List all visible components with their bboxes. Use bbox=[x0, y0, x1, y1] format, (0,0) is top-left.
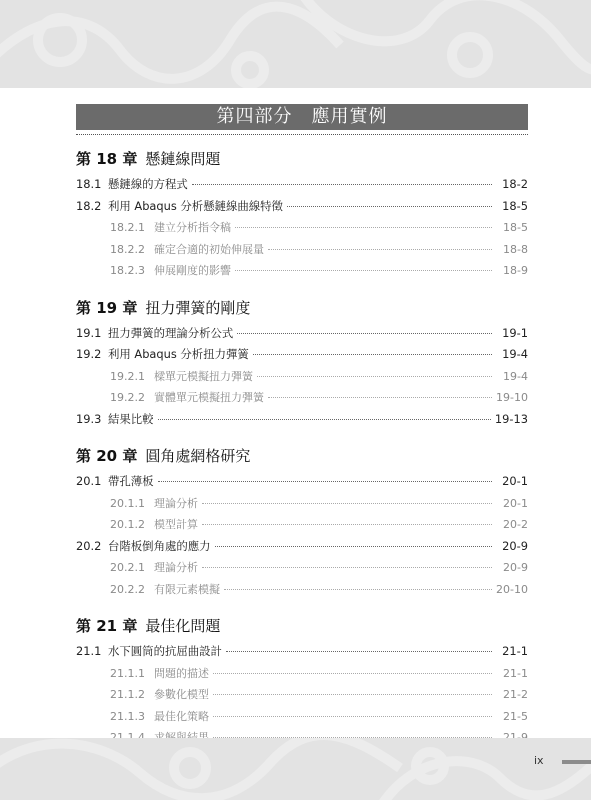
toc-subsection-entry[interactable] bbox=[76, 579, 528, 601]
toc-section-entry[interactable] bbox=[76, 641, 528, 663]
section-title: 結果比較 bbox=[108, 411, 154, 426]
table-of-contents bbox=[76, 104, 528, 770]
dot-leader bbox=[237, 333, 492, 334]
toc-section-entry[interactable] bbox=[76, 471, 528, 493]
toc-section-entry[interactable] bbox=[76, 196, 528, 218]
toc-subsection-entry[interactable] bbox=[76, 493, 528, 515]
section-number: 21.1 bbox=[76, 644, 102, 658]
dot-leader bbox=[224, 589, 492, 590]
toc-subsection-entry[interactable] bbox=[76, 217, 528, 239]
page-reference: 19-4 bbox=[502, 347, 528, 361]
toc-subsection-entry[interactable] bbox=[76, 239, 528, 261]
section-number: 20.2 bbox=[76, 538, 102, 553]
section-title: 利用 Abaqus 分析扭力彈簧 bbox=[108, 347, 249, 361]
dot-leader bbox=[213, 673, 492, 674]
page-number: ix bbox=[534, 754, 544, 767]
section-title: 問題的描述 bbox=[154, 666, 209, 680]
page-reference: 20-1 bbox=[502, 474, 528, 488]
section-number: 20.2.2 bbox=[110, 582, 145, 596]
dot-leader bbox=[235, 270, 492, 271]
dot-leader bbox=[202, 524, 492, 525]
section-number: 21.1.3 bbox=[110, 709, 145, 723]
section-number: 20.2.1 bbox=[110, 561, 145, 574]
section-title: 帶孔薄板 bbox=[108, 474, 154, 488]
chapter-title: 最佳化問題 bbox=[145, 617, 221, 635]
section-number: 19.2.2 bbox=[110, 391, 145, 404]
section-title: 扭力彈簧的理論分析公式 bbox=[108, 325, 234, 340]
header-band bbox=[0, 0, 591, 88]
dot-leader bbox=[213, 716, 492, 717]
chapter-heading bbox=[76, 298, 528, 318]
dot-leader bbox=[202, 567, 492, 568]
page-reference: 20-2 bbox=[503, 518, 528, 531]
dot-leader bbox=[257, 376, 492, 377]
chapter-title: 圓角處網格研究 bbox=[145, 447, 251, 465]
page-reference: 20-9 bbox=[502, 538, 528, 553]
section-number: 19.2 bbox=[76, 347, 102, 361]
section-title: 水下圓筒的抗屈曲設計 bbox=[108, 644, 222, 658]
dot-leader bbox=[202, 503, 492, 504]
section-number: 19.1 bbox=[76, 325, 102, 340]
toc-subsection-entry[interactable] bbox=[76, 366, 528, 388]
section-number: 18.2.3 bbox=[110, 264, 145, 277]
toc-section-entry[interactable] bbox=[76, 409, 528, 431]
page-number-bar bbox=[562, 760, 591, 764]
dot-leader bbox=[158, 481, 492, 482]
page-reference: 21-1 bbox=[503, 666, 528, 680]
toc-section-entry[interactable] bbox=[76, 344, 528, 366]
section-title: 樑單元模擬扭力彈簧 bbox=[154, 369, 253, 383]
section-title: 建立分析指令稿 bbox=[154, 221, 231, 234]
decorative-swirl-pattern bbox=[0, 0, 591, 88]
page-reference: 21-2 bbox=[503, 688, 528, 701]
section-title: 利用 Abaqus 分析懸鏈線曲線特徵 bbox=[108, 198, 283, 213]
chapter-heading bbox=[76, 446, 528, 466]
page-reference: 18-5 bbox=[503, 221, 528, 234]
chapter-heading bbox=[76, 616, 528, 636]
dot-leader bbox=[192, 184, 492, 185]
section-number: 21.1.2 bbox=[110, 688, 145, 701]
section-title: 最佳化策略 bbox=[154, 709, 209, 723]
dot-leader bbox=[253, 354, 492, 355]
dot-leader bbox=[268, 249, 492, 250]
toc-section-entry[interactable] bbox=[76, 174, 528, 196]
section-title: 理論分析 bbox=[154, 561, 198, 574]
section-number: 18.2.1 bbox=[110, 221, 145, 234]
toc-subsection-entry[interactable] bbox=[76, 684, 528, 706]
page-reference: 18-5 bbox=[502, 198, 528, 213]
part-divider bbox=[76, 134, 528, 135]
dot-leader bbox=[235, 227, 492, 228]
section-number: 20.1.1 bbox=[110, 496, 145, 510]
dot-leader bbox=[226, 651, 492, 652]
section-title: 台階板倒角處的應力 bbox=[108, 538, 211, 553]
chapter-title: 扭力彈簧的剛度 bbox=[145, 298, 251, 317]
chapter-heading bbox=[76, 149, 528, 169]
section-title: 有限元素模擬 bbox=[154, 582, 220, 596]
footer-band bbox=[0, 738, 591, 800]
page-reference: 21-5 bbox=[503, 709, 528, 723]
page-reference: 19-13 bbox=[494, 411, 528, 426]
section-number: 18.1 bbox=[76, 177, 102, 191]
toc-section-entry[interactable] bbox=[76, 323, 528, 345]
toc-subsection-entry[interactable] bbox=[76, 663, 528, 685]
section-number: 18.2.2 bbox=[110, 242, 145, 256]
section-title: 理論分析 bbox=[154, 496, 198, 510]
chapter-title: 懸鏈線問題 bbox=[145, 150, 221, 168]
dot-leader bbox=[158, 419, 491, 420]
page-reference: 19-10 bbox=[496, 391, 528, 404]
section-title: 確定合適的初始伸展量 bbox=[154, 242, 264, 256]
toc-subsection-entry[interactable] bbox=[76, 514, 528, 536]
page-reference: 18-2 bbox=[502, 177, 528, 191]
toc-list bbox=[76, 149, 528, 770]
section-number: 19.2.1 bbox=[110, 369, 145, 383]
toc-subsection-entry[interactable] bbox=[76, 260, 528, 282]
chapter-label: 第 18 章 bbox=[76, 150, 138, 168]
dot-leader bbox=[268, 397, 492, 398]
page-reference: 21-1 bbox=[502, 644, 528, 658]
section-number: 20.1 bbox=[76, 474, 102, 488]
page-reference: 18-8 bbox=[503, 242, 528, 256]
page-reference: 19-4 bbox=[503, 369, 528, 383]
page-reference: 19-1 bbox=[502, 325, 528, 340]
toc-subsection-entry[interactable] bbox=[76, 387, 528, 409]
toc-subsection-entry[interactable] bbox=[76, 557, 528, 579]
part-title: 第四部分 應用實例 bbox=[76, 104, 528, 130]
section-title: 實體單元模擬扭力彈簧 bbox=[154, 391, 264, 404]
section-title: 伸展剛度的影響 bbox=[154, 264, 231, 277]
section-title: 懸鏈線的方程式 bbox=[108, 177, 188, 191]
page-reference: 20-10 bbox=[496, 582, 528, 596]
page-reference: 18-9 bbox=[503, 264, 528, 277]
decorative-swirl-pattern bbox=[0, 738, 591, 800]
section-number: 18.2 bbox=[76, 198, 102, 213]
chapter-label: 第 20 章 bbox=[76, 447, 138, 465]
dot-leader bbox=[215, 546, 492, 547]
dot-leader bbox=[213, 694, 492, 695]
chapter-label: 第 21 章 bbox=[76, 617, 138, 635]
page-reference: 20-9 bbox=[503, 561, 528, 574]
chapter-label: 第 19 章 bbox=[76, 298, 138, 317]
dot-leader bbox=[287, 206, 492, 207]
toc-subsection-entry[interactable] bbox=[76, 706, 528, 728]
section-title: 參數化模型 bbox=[154, 688, 209, 701]
section-number: 19.3 bbox=[76, 411, 102, 426]
page-reference: 20-1 bbox=[503, 496, 528, 510]
section-number: 20.1.2 bbox=[110, 518, 145, 531]
section-title: 模型計算 bbox=[154, 518, 198, 531]
toc-section-entry[interactable] bbox=[76, 536, 528, 558]
section-number: 21.1.1 bbox=[110, 666, 145, 680]
